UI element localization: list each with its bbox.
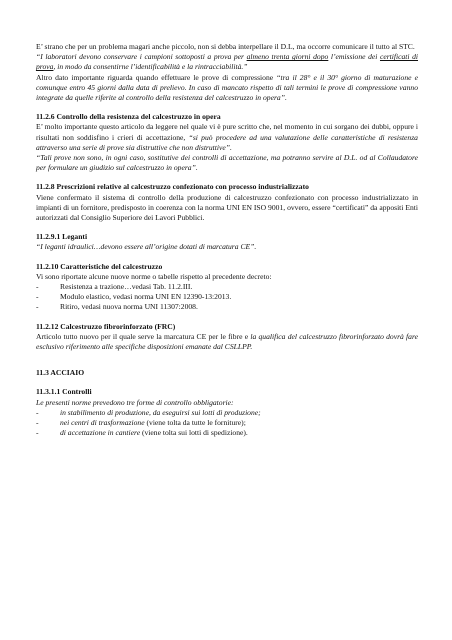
lab-quote-underline-2: certificati di prova xyxy=(36,52,419,72)
list-item xyxy=(36,428,418,438)
section-11-2-6-paragraph xyxy=(36,122,418,153)
list-item: - Resistenza a trazione…vedasi Tab. 11.2.III. xyxy=(36,282,418,292)
list-item: - Ritiro, vedasi nuova norma UNI 11307:2008. xyxy=(36,302,418,312)
section-heading-11-3-1-1: 11.3.1.1 Controlli xyxy=(36,387,92,397)
section-11-2-12-quote: la qualifica del calcestruzzo fibrorinforzato dovrà fare esclusivo riferimento alle specifiche disposizioni emanate dal CSLLPP. xyxy=(36,331,419,352)
section-11-2-9-1-quote: “I leganti idraulici…devono essere all’origine dotati di marcatura CE”. xyxy=(36,242,257,252)
lab-quote-underline-1: almeno trenta giorni dopo xyxy=(246,52,329,62)
section-11-3-1-1-paragraph: Le presenti norme prevedono tre forme di controllo obbligatorie: xyxy=(36,397,234,407)
lab-quote-a: “I laboratori devono conservare i campioni sottoposti a prova per xyxy=(36,52,247,62)
document-page xyxy=(36,42,418,439)
compression-quote: “tra il 28° e il 30° giorno di maturazione e comunque entro 45 giorni dalla data di prelievo. In caso di mancato rispetto di tali termini le prove di compressione vanno integrate da quelle riferite al controllo della resistenza del calcestruzzo in opera”. xyxy=(36,72,418,103)
list-item xyxy=(36,418,418,428)
section-11-2-6-quote-2: “Tali prove non sono, in ogni caso, sostitutive dei controlli di accettazione, ma potranno servire al D.L. od al Collaudatore per formulare un giudizio sul calcestruzzo in opera”. xyxy=(36,153,418,173)
section-11-2-8-paragraph: Viene confermato il sistema di controllo della produzione di calcestruzzo confezionato con processo industrializzato in impianti di un fornitore, predisposto in coerenza con la norma UNI EN ISO 9001, ovvero, essere “certificati” da appositi Enti autorizzati dal Consiglio Superiore dei Lavori Pubblici. xyxy=(36,192,418,223)
section-11-2-10-paragraph: Vi sono riportate alcune nuove norme o tabelle rispetto al precedente decreto: xyxy=(36,271,272,281)
compression-text: Altro dato importante riguarda quando effettuare le prove di compressione xyxy=(36,72,277,82)
section-heading-11-2-10: 11.2.10 Caratteristiche del calcestruzzo xyxy=(36,261,163,271)
list-item-rest: (viene tolta sui lotti di spedizione). xyxy=(140,428,248,438)
lab-quote xyxy=(36,52,418,72)
list-item: - Modulo elastico, vedasi norma UNI EN 12390-13:2013. xyxy=(36,292,418,302)
section-11-2-10-list xyxy=(36,282,418,313)
list-item-rest: (viene tolta da tutte le forniture); xyxy=(144,418,246,428)
section-11-2-6-text: E’ molto importante questo articolo da leggere nel quale vi è pure scritto che, nel momento in cui sorgano dei dubbi, oppure i risultati non soddisfino i crieri di accettazione, xyxy=(36,122,418,142)
section-heading-11-2-8: 11.2.8 Prescrizioni relative al calcestruzzo confezionato con processo industrializzato xyxy=(36,182,309,192)
section-11-2-6-quote: “si può procedere ad una valutazione delle caratteristiche di resistenza attraverso una serie di prove sia distruttive che non distruttive”. xyxy=(36,132,418,152)
lab-quote-b: l’emissione dei xyxy=(328,52,380,62)
intro-paragraph: E’ strano che per un problema magari anche piccolo, non si debba interpellare il D.L, ma occorre comunicare il tutto al STC. xyxy=(36,42,415,51)
section-11-2-12-paragraph xyxy=(36,332,418,352)
list-item-italic: di accettazione in cantiere xyxy=(60,428,141,438)
section-heading-11-2-12: 11.2.12 Calcestruzzo fibrorinforzato (FRC) xyxy=(36,321,176,331)
list-item-italic: in stabilimento di produzione, da eseguirsi sui lotti di produzione; xyxy=(60,407,261,417)
list-item-italic: nei centri di trasformazione xyxy=(60,418,145,428)
section-heading-11-2-9-1: 11.2.9.1 Leganti xyxy=(36,232,88,242)
section-11-2-12-text: Articolo tutto nuovo per il quale serve la marcatura CE per le fibre e xyxy=(36,331,251,341)
section-heading-11-3: 11.3 ACCIAIO xyxy=(36,368,85,378)
lab-quote-c: , in modo da consentirne l’identificabilità e la rintracciabilità.” xyxy=(53,62,248,72)
section-11-3-1-1-list xyxy=(36,408,418,439)
section-heading-11-2-6: 11.2.6 Controllo della resistenza del calcestruzzo in opera xyxy=(36,112,221,122)
compression-paragraph xyxy=(36,73,418,104)
list-item xyxy=(36,408,418,418)
